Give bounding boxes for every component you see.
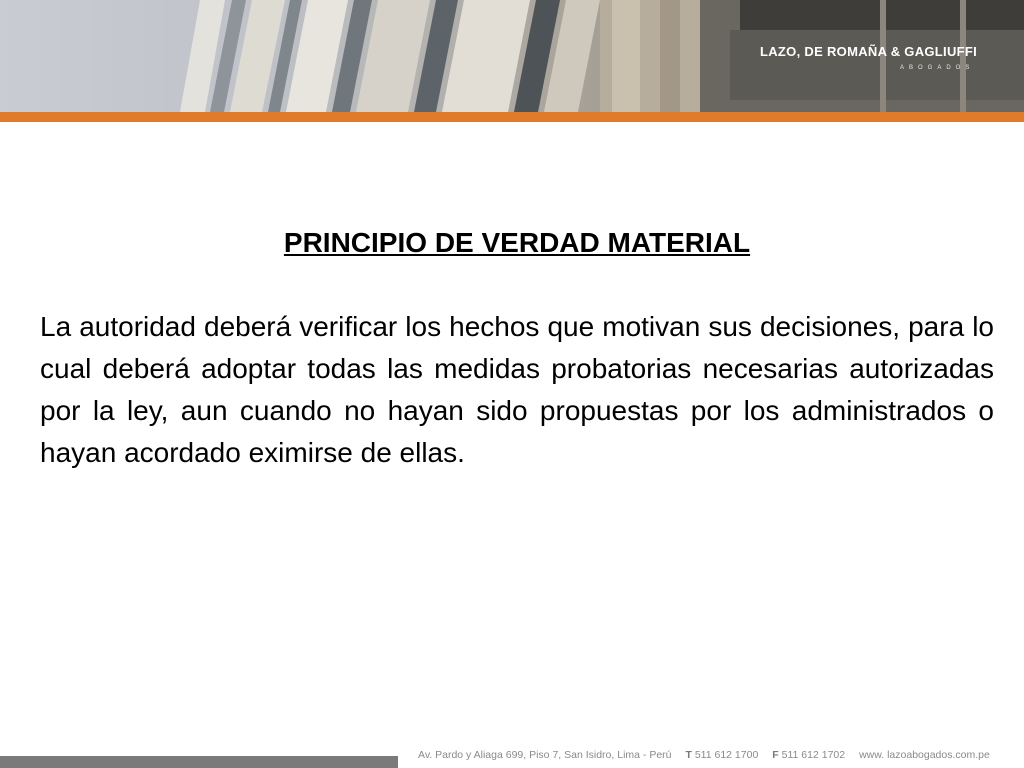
phone-number: 511 612 1700	[694, 749, 759, 761]
slide-title: PRINCIPIO DE VERDAD MATERIAL	[283, 227, 751, 258]
footer-contact-info	[418, 746, 1014, 764]
slide-content	[40, 224, 994, 474]
header-accent-bar	[0, 112, 1024, 122]
fax-label: F	[772, 749, 779, 761]
footer-bar	[0, 756, 398, 768]
firm-subtitle: ABOGADOS	[900, 65, 975, 71]
footer-website: www. lazoabogados.com.pe	[859, 749, 990, 761]
footer-fax	[772, 749, 845, 761]
header-banner-image	[0, 0, 1024, 112]
fax-number: 511 612 1702	[781, 749, 846, 761]
firm-logo	[760, 44, 1010, 71]
phone-label: T	[685, 749, 692, 761]
slide-body-paragraph: La autoridad deberá verificar los hechos que motivan sus decisiones, para lo cual deberá adoptar todas las medidas probatorias necesarias autorizadas por la ley, aun cuando no hayan sido propuestas por los administrados o hayan acordado eximirse de ellas.	[40, 311, 994, 468]
firm-name: LAZO, DE ROMAÑA & GAGLIUFFI	[760, 44, 978, 59]
footer-address: Av. Pardo y Aliaga 699, Piso 7, San Isidro, Lima - Perú	[418, 749, 672, 761]
footer-phone	[686, 749, 759, 761]
